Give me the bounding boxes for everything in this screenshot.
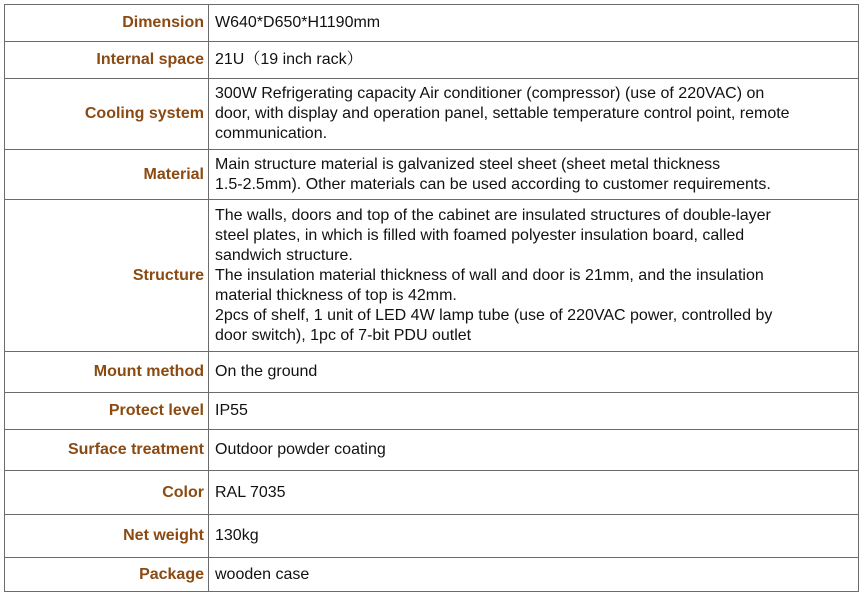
row-value: [209, 150, 859, 200]
table-row: [5, 558, 859, 592]
row-label: Structure: [5, 200, 209, 352]
row-value: [209, 79, 859, 150]
value-line: 21U（19 inch rack）: [215, 51, 363, 68]
row-label: Dimension: [5, 5, 209, 42]
value-line: IP55: [215, 402, 248, 419]
row-value: [209, 558, 859, 592]
table-row: [5, 352, 859, 393]
value-line: sandwich structure.: [215, 246, 353, 264]
row-label: Color: [5, 471, 209, 515]
value-line: door switch), 1pc of 7-bit PDU outlet: [215, 326, 472, 344]
table-row: [5, 471, 859, 515]
row-value: [209, 352, 859, 393]
row-label: Surface treatment: [5, 430, 209, 471]
value-line: The insulation material thickness of wall and door is 21mm, and the insulation: [215, 266, 764, 284]
row-label: Net weight: [5, 515, 209, 558]
row-value: [209, 200, 859, 352]
table-row: [5, 79, 859, 150]
value-line: W640*D650*H1190mm: [215, 14, 381, 31]
value-line: On the ground: [215, 363, 318, 380]
table-row: [5, 200, 859, 352]
table-row: [5, 430, 859, 471]
row-value: [209, 515, 859, 558]
table-row: [5, 42, 859, 79]
row-value: [209, 42, 859, 79]
value-line: material thickness of top is 42mm.: [215, 286, 457, 304]
value-line: door, with display and operation panel, settable temperature control point, remote: [215, 105, 790, 122]
spec-table: [4, 4, 859, 592]
value-line: Main structure material is galvanized steel sheet (sheet metal thickness: [215, 155, 721, 173]
value-line: The walls, doors and top of the cabinet are insulated structures of double-layer: [215, 206, 771, 224]
value-line: 130kg: [215, 527, 259, 544]
value-line: 1.5-2.5mm). Other materials can be used according to customer requirements.: [215, 175, 771, 193]
table-row: [5, 150, 859, 200]
value-line: 300W Refrigerating capacity Air conditioner (compressor) (use of 220VAC) on: [215, 85, 765, 102]
row-label: Package: [5, 558, 209, 592]
row-label: Protect level: [5, 393, 209, 430]
row-label: Material: [5, 150, 209, 200]
value-line: communication.: [215, 125, 328, 142]
value-line: Outdoor powder coating: [215, 441, 386, 458]
table-row: [5, 515, 859, 558]
table-row: [5, 5, 859, 42]
row-value: [209, 430, 859, 471]
row-label: Internal space: [5, 42, 209, 79]
row-label: Cooling system: [5, 79, 209, 150]
row-value: [209, 393, 859, 430]
row-label: Mount method: [5, 352, 209, 393]
table-row: [5, 393, 859, 430]
value-line: wooden case: [215, 565, 310, 583]
value-line: 2pcs of shelf, 1 unit of LED 4W lamp tube (use of 220VAC power, controlled by: [215, 306, 773, 324]
row-value: [209, 471, 859, 515]
value-line: RAL 7035: [215, 483, 286, 501]
row-value: [209, 5, 859, 42]
value-line: steel plates, in which is filled with foamed polyester insulation board, called: [215, 226, 745, 244]
